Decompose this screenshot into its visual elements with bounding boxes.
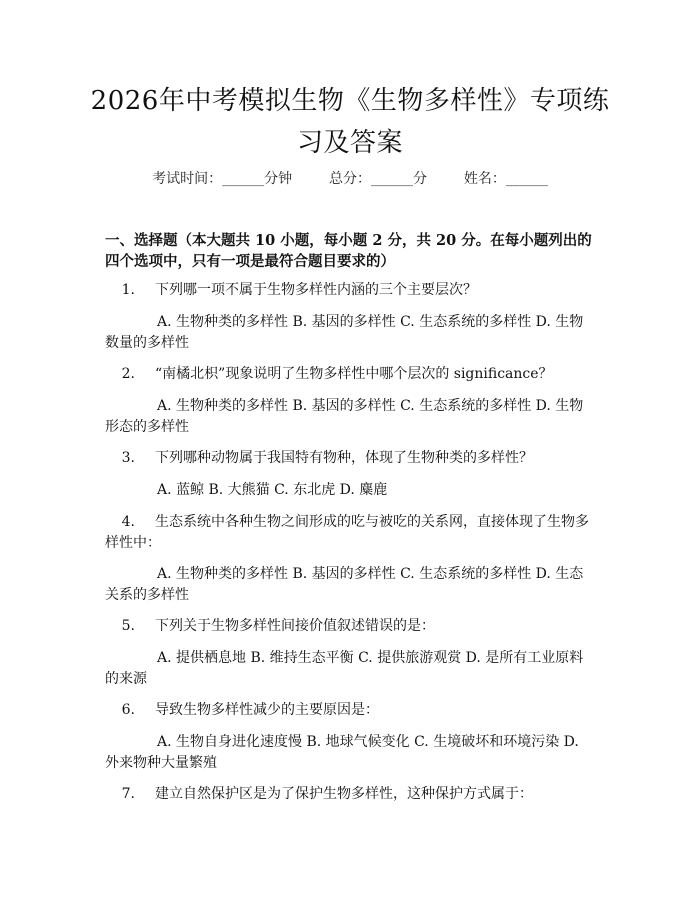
question-5: [105, 616, 600, 637]
question-stem: 建立自然保护区是为了保护生物多样性，这种保护方式属于：: [155, 786, 533, 802]
question-stem: 导致生物多样性减少的主要原因是：: [155, 702, 379, 718]
question-stem: 生态系统中各种生物之间形成的吃与被吃的关系网，直接体现了生物多样性中：: [105, 514, 589, 551]
question-stem: 下列哪种动物属于我国特有物种，体现了生物种类的多样性？: [155, 450, 533, 466]
question-number: 2.: [121, 366, 135, 382]
question-1-options: A. 生物种类的多样性 B. 基因的多样性 C. 生态系统的多样性 D. 生物数量的多样性: [105, 314, 584, 351]
question-number: 5.: [121, 618, 135, 634]
question-2: [105, 364, 600, 385]
question-4: [105, 512, 600, 554]
question-4-options: A. 生物种类的多样性 B. 基因的多样性 C. 生态系统的多样性 D. 生态关系的多样性: [105, 566, 584, 603]
exam-info: [0, 168, 700, 188]
question-5-options: A. 提供栖息地 B. 维持生态平衡 C. 提供旅游观赏 D. 是所有工业原料的来源: [105, 650, 584, 687]
question-number: 4.: [121, 514, 135, 530]
question-3: [105, 448, 600, 469]
question-6: [105, 700, 600, 721]
section-heading: 一、选择题（本大题共 10 小题，每小题 2 分，共 20 分。在每小题列出的四个选项中，只有一项是最符合题目要求的）: [105, 232, 592, 270]
question-1: [105, 280, 600, 301]
question-number: 7.: [121, 786, 135, 802]
question-3-options: A. 蓝鲸 B. 大熊猫 C. 东北虎 D. 麋鹿: [157, 482, 388, 498]
question-number: 1.: [121, 282, 135, 298]
question-stem: 下列关于生物多样性间接价值叙述错误的是：: [155, 618, 435, 634]
question-number: 3.: [121, 450, 135, 466]
page-title: 2026年中考模拟生物《生物多样性》专项练习及答案: [90, 86, 610, 158]
exam-time-label: 考试时间：______分钟: [152, 171, 293, 187]
total-score-label: 总分：______分: [329, 171, 427, 187]
question-2-options: A. 生物种类的多样性 B. 基因的多样性 C. 生态系统的多样性 D. 生物形态的多样性: [105, 398, 584, 435]
question-stem: 下列哪一项不属于生物多样性内涵的三个主要层次？: [155, 282, 477, 298]
question-number: 6.: [121, 702, 135, 718]
question-6-options: A. 生物自身进化速度慢 B. 地球气候变化 C. 生境破坏和环境污染 D. 外来物种大量繁殖: [105, 734, 579, 771]
question-7: [105, 784, 600, 805]
student-name-label: 姓名：______: [463, 171, 548, 187]
question-stem: “南橘北枳”现象说明了生物多样性中哪个层次的 significance？: [155, 366, 553, 382]
